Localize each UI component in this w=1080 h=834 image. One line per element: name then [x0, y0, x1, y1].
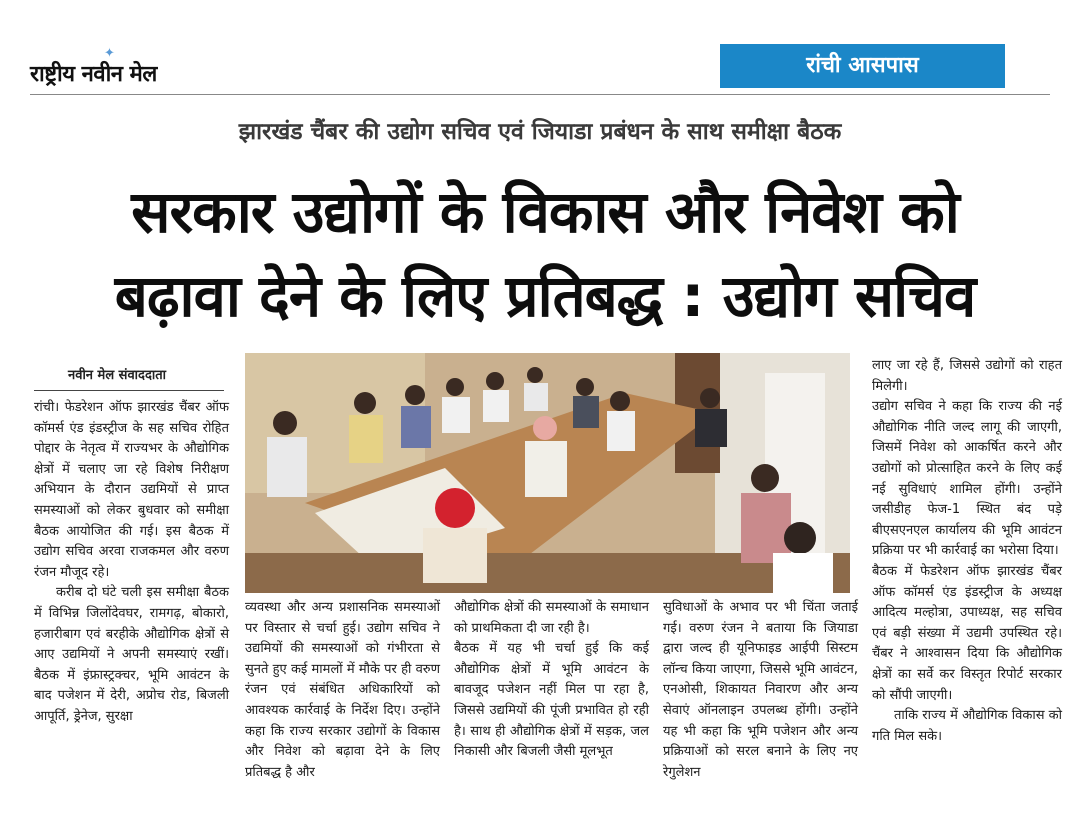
headline-line-1: सरकार उद्योगों के विकास और निवेश को	[131, 178, 959, 246]
headline	[24, 170, 1066, 338]
paragraph: करीब दो घंटे चली इस समीक्षा बैठक में विभिन्न जिलोंदेवघर, रामगढ़, बोकारो, हजारीबाग एवं बरहीके औद्योगिक क्षेत्रों से आए उद्यमियों ने अपनी समस्याएं रखीं। बैठक में इंफ्रास्ट्रक्चर, भूमि आवंटन के बाद पजेशन में देरी, अप्रोच रोड, बिजली आपूर्ति, ड्रेनेज, सुरक्षा	[34, 585, 229, 724]
paragraph: औद्योगिक क्षेत्रों की समस्याओं के समाधान को प्राथमिकता दी जा रही है।	[454, 600, 649, 636]
article-column-1	[34, 398, 229, 818]
article-column-3	[454, 598, 649, 818]
section-tag	[720, 44, 1005, 88]
paragraph: ताकि राज्य में औद्योगिक विकास को गति मिल सके।	[872, 708, 1062, 744]
paragraph: लाए जा रहे हैं, जिससे उद्योगों को राहत मिलेगी।	[872, 358, 1062, 394]
section-tag-label: रांची आसपास	[806, 53, 919, 78]
paragraph: सुविधाओं के अभाव पर भी चिंता जताई गई। वरुण रंजन ने बताया कि जियाडा द्वारा जल्द ही यूनिफाइड आईपी सिस्टम लॉन्च किया जाएगा, जिससे भूमि आवंटन, एनओसी, शिकायत निवारण और अन्य सेवाएं ऑनलाइन उपलब्ध होंगी। उन्होंने यह भी कहा कि भूमि पजेशन और अन्य प्रक्रियाओं को सरल बनाने के लिए नए रेगुलेशन	[663, 600, 858, 780]
article-column-5	[872, 356, 1062, 818]
byline-divider	[34, 390, 224, 391]
header-divider	[30, 94, 1050, 95]
byline: नवीन मेल संवाददाता	[68, 368, 166, 383]
paragraph: बैठक में यह भी चर्चा हुई कि कई औद्योगिक क्षेत्रों में भूमि आवंटन के बावजूद पजेशन नहीं मिल पा रहा है, जिससे उद्यमियों की पूंजी प्रभावित हो रही है। साथ ही औद्योगिक क्षेत्रों में सड़क, जल निकासी और बिजली जैसी मूलभूत	[454, 641, 649, 760]
masthead-title: राष्ट्रीय नवीन मेल	[30, 62, 157, 87]
paragraph: व्यवस्था और अन्य प्रशासनिक समस्याओं पर विस्तार से चर्चा हुई। उद्योग सचिव ने उद्यमियों की समस्याओं को गंभीरता से सुनते हुए कई मामलों में मौके पर ही वरुण रंजन एवं संबंधित अधिकारियों को आवश्यक कार्रवाई के निर्देश दिए। उन्होंने कहा कि राज्य सरकार उद्योगों के विकास और निवेश को बढ़ावा देने के लिए प्रतिबद्ध है और	[245, 600, 440, 780]
meeting-photo-illustration	[245, 353, 850, 593]
paragraph: उद्योग सचिव ने कहा कि राज्य की नई औद्योगिक नीति जल्द लागू की जाएगी, जिसमें निवेश को आकर्षित करने और उद्योगों को प्रोत्साहित करने के लिए कई नई सुविधाएं शामिल होंगी। उन्होंने जसीडीह फेज-1 स्थित बंद पड़े बीएसएनएल कार्यालय की भूमि आवंटन प्रक्रिया पर भी कार्रवाई का भरोसा दिया।	[872, 399, 1062, 559]
paragraph: रांची। फेडरेशन ऑफ झारखंड चैंबर ऑफ कॉमर्स एंड इंडस्ट्रीज के सह सचिव रोहित पोद्दार के नेतृत्व में राज्यभर के औद्योगिक क्षेत्रों में चलाए जा रहे विशेष निरीक्षण अभियान के दौरान उद्यमियों से प्राप्त समस्याओं को लेकर बुधवार को समीक्षा बैठक आयोजित की गई। इस बैठक में उद्योग सचिव अरवा राजकमल और वरुण रंजन मौजूद रहे।	[34, 400, 229, 580]
headline-line-2: बढ़ावा देने के लिए प्रतिबद्ध : उद्योग सचिव	[114, 262, 976, 330]
kicker: झारखंड चैंबर की उद्योग सचिव एवं जियाडा प्रबंधन के साथ समीक्षा बैठक	[238, 119, 842, 145]
star-icon: ✦	[104, 46, 115, 61]
article-column-4	[663, 598, 858, 818]
paragraph: बैठक में फेडरेशन ऑफ झारखंड चैंबर ऑफ कॉमर्स एंड इंडस्ट्रीज के अध्यक्ष आदित्य मल्होत्रा, उपाध्यक्ष, सह सचिव एवं बड़ी संख्या में उद्यमी उपस्थित रहे। चैंबर ने आश्वासन दिया कि औद्योगिक क्षेत्रों का सर्वे कर विस्तृत रिपोर्ट सरकार को सौंपी जाएगी।	[872, 563, 1062, 703]
meeting-photo	[245, 353, 850, 593]
masthead	[30, 44, 260, 94]
article-column-2	[245, 598, 440, 818]
